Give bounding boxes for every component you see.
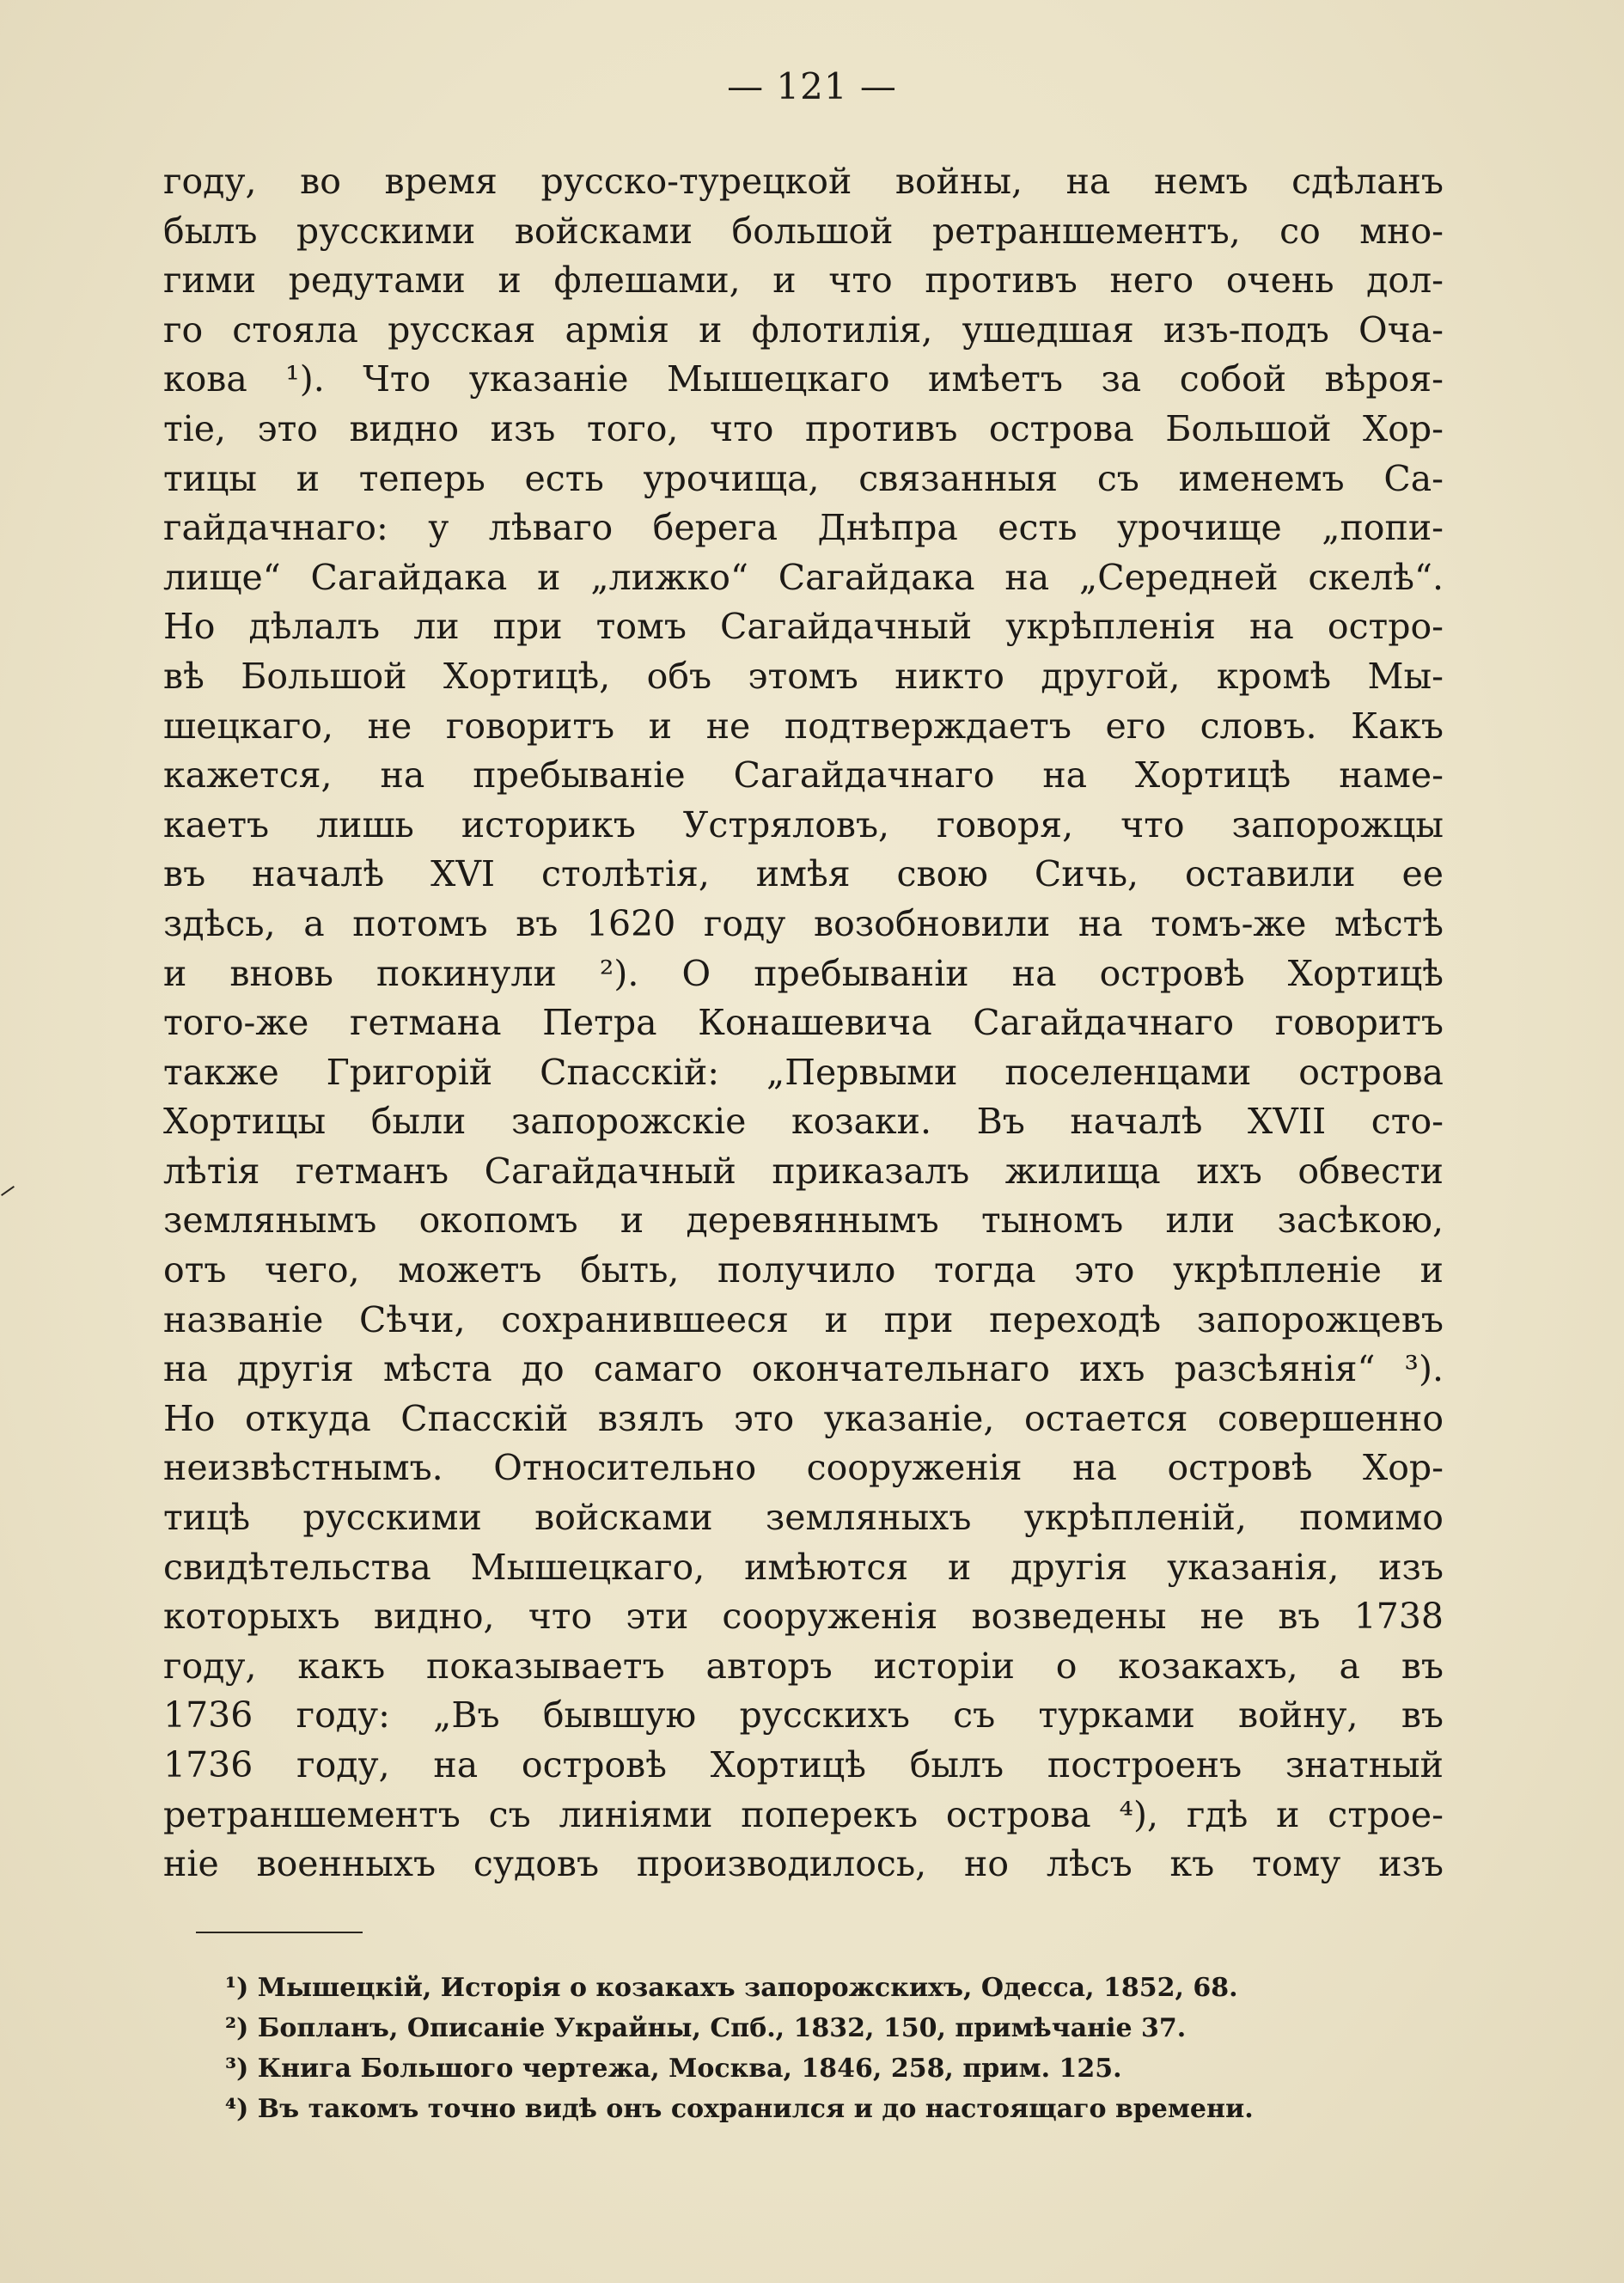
text-line: го стояла русская армія и флотилія, ушедшая изъ-подъ Оча- bbox=[163, 308, 1444, 351]
page-number: — 121 — bbox=[727, 65, 897, 107]
text-line: которыхъ видно, что эти сооруженія возведены не въ 1738 bbox=[163, 1596, 1444, 1638]
text-line: названіе Сѣчи, сохранившееся и при переходѣ запорожцевъ bbox=[163, 1298, 1444, 1340]
text-line: гими редутами и флешами, и что противъ него очень дол- bbox=[163, 259, 1444, 302]
text-line: тицы и теперь есть урочища, связанныя съ именемъ Са- bbox=[163, 457, 1444, 499]
text-line: здѣсь, а потомъ въ 1620 году возобновили на томъ-же мѣстѣ bbox=[163, 902, 1444, 944]
text-line: былъ русскими войсками большой ретраншементъ, со мно- bbox=[163, 210, 1444, 252]
body-text bbox=[163, 157, 1444, 1889]
text-line: неизвѣстнымъ. Относительно сооруженія на островѣ Хор- bbox=[163, 1447, 1444, 1489]
text-line: году, во время русско-турецкой войны, на немъ сдѣланъ bbox=[163, 161, 1444, 202]
footnote: ²) Бопланъ, Описаніе Украйны, Спб., 1832, 150, примѣчаніе 37. bbox=[225, 2013, 1187, 2043]
text-line: на другія мѣста до самаго окончательнаго ихъ разсѣянія“ ³). bbox=[163, 1348, 1444, 1390]
footnotes bbox=[225, 1968, 1428, 2129]
text-line: также Григорій Спасскій: „Первыми поселенцами острова bbox=[163, 1051, 1444, 1093]
text-line: гайдачнаго: у лѣваго берега Днѣпра есть урочище „попи- bbox=[163, 507, 1444, 549]
footnote: ⁴) Въ такомъ точно видѣ онъ сохранился и до настоящаго времени. bbox=[225, 2094, 1254, 2124]
text-line: 1736 году, на островѣ Хортицѣ былъ построенъ знатный bbox=[163, 1744, 1444, 1786]
text-line: и вновь покинули ²). О пребываніи на островѣ Хортицѣ bbox=[163, 952, 1444, 994]
text-line: лѣтія гетманъ Сагайдачный приказалъ жилища ихъ обвести bbox=[163, 1150, 1444, 1192]
text-line: году, какъ показываетъ авторъ исторіи о козакахъ, а въ bbox=[163, 1645, 1444, 1687]
text-line: шецкаго, не говоритъ и не подтверждаетъ его словъ. Какъ bbox=[163, 705, 1444, 747]
text-line: Но откуда Спасскій взялъ это указаніе, остается совершенно bbox=[163, 1397, 1444, 1439]
margin-pencil-mark bbox=[1, 1186, 15, 1196]
text-line: свидѣтельства Мышецкаго, имѣются и другія указанія, изъ bbox=[163, 1546, 1444, 1588]
text-line: вѣ Большой Хортицѣ, объ этомъ никто другой, кромѣ Мы- bbox=[163, 655, 1444, 697]
text-line: Хортицы были запорожскіе козаки. Въ началѣ XVII сто- bbox=[163, 1101, 1444, 1143]
text-line: отъ чего, можетъ быть, получило тогда это укрѣпленіе и bbox=[163, 1249, 1444, 1291]
footnote: ³) Книга Большого чертежа, Москва, 1846, 258, прим. 125. bbox=[225, 2054, 1122, 2084]
text-line: тіе, это видно изъ того, что противъ острова Большой Хор- bbox=[163, 407, 1444, 449]
footnote-separator bbox=[196, 1932, 363, 1933]
text-line: въ началѣ XVI столѣтія, имѣя свою Сичь, оставили ее bbox=[163, 853, 1444, 895]
text-line: ретраншементъ съ линіями поперекъ острова ⁴), гдѣ и строе- bbox=[163, 1793, 1444, 1835]
text-line: того-же гетмана Петра Конашевича Сагайдачнаго говоритъ bbox=[163, 1002, 1444, 1044]
text-line: кажется, на пребываніе Сагайдачнаго на Хортицѣ наме- bbox=[163, 754, 1444, 797]
text-line: землянымъ окопомъ и деревяннымъ тыномъ или засѣкою, bbox=[163, 1199, 1444, 1242]
text-line: 1736 году: „Въ бывшую русскихъ съ турками войну, въ bbox=[163, 1694, 1444, 1737]
text-line: лище“ Сагайдака и „лижко“ Сагайдака на „Середней скелѣ“. bbox=[163, 556, 1444, 598]
footnote: ¹) Мышецкій, Исторія о козакахъ запорожскихъ, Одесса, 1852, 68. bbox=[225, 1973, 1238, 2003]
text-line: Но дѣлалъ ли при томъ Сагайдачный укрѣпленія на остро- bbox=[163, 606, 1444, 648]
text-line: каетъ лишь историкъ Устряловъ, говоря, что запорожцы bbox=[163, 803, 1444, 845]
text-line: кова ¹). Что указаніе Мышецкаго имѣетъ за собой вѣроя- bbox=[163, 358, 1444, 400]
text-line: ніе военныхъ судовъ производилось, но лѣсъ къ тому изъ bbox=[163, 1843, 1444, 1885]
text-line: тицѣ русскими войсками земляныхъ укрѣпленій, помимо bbox=[163, 1497, 1444, 1539]
